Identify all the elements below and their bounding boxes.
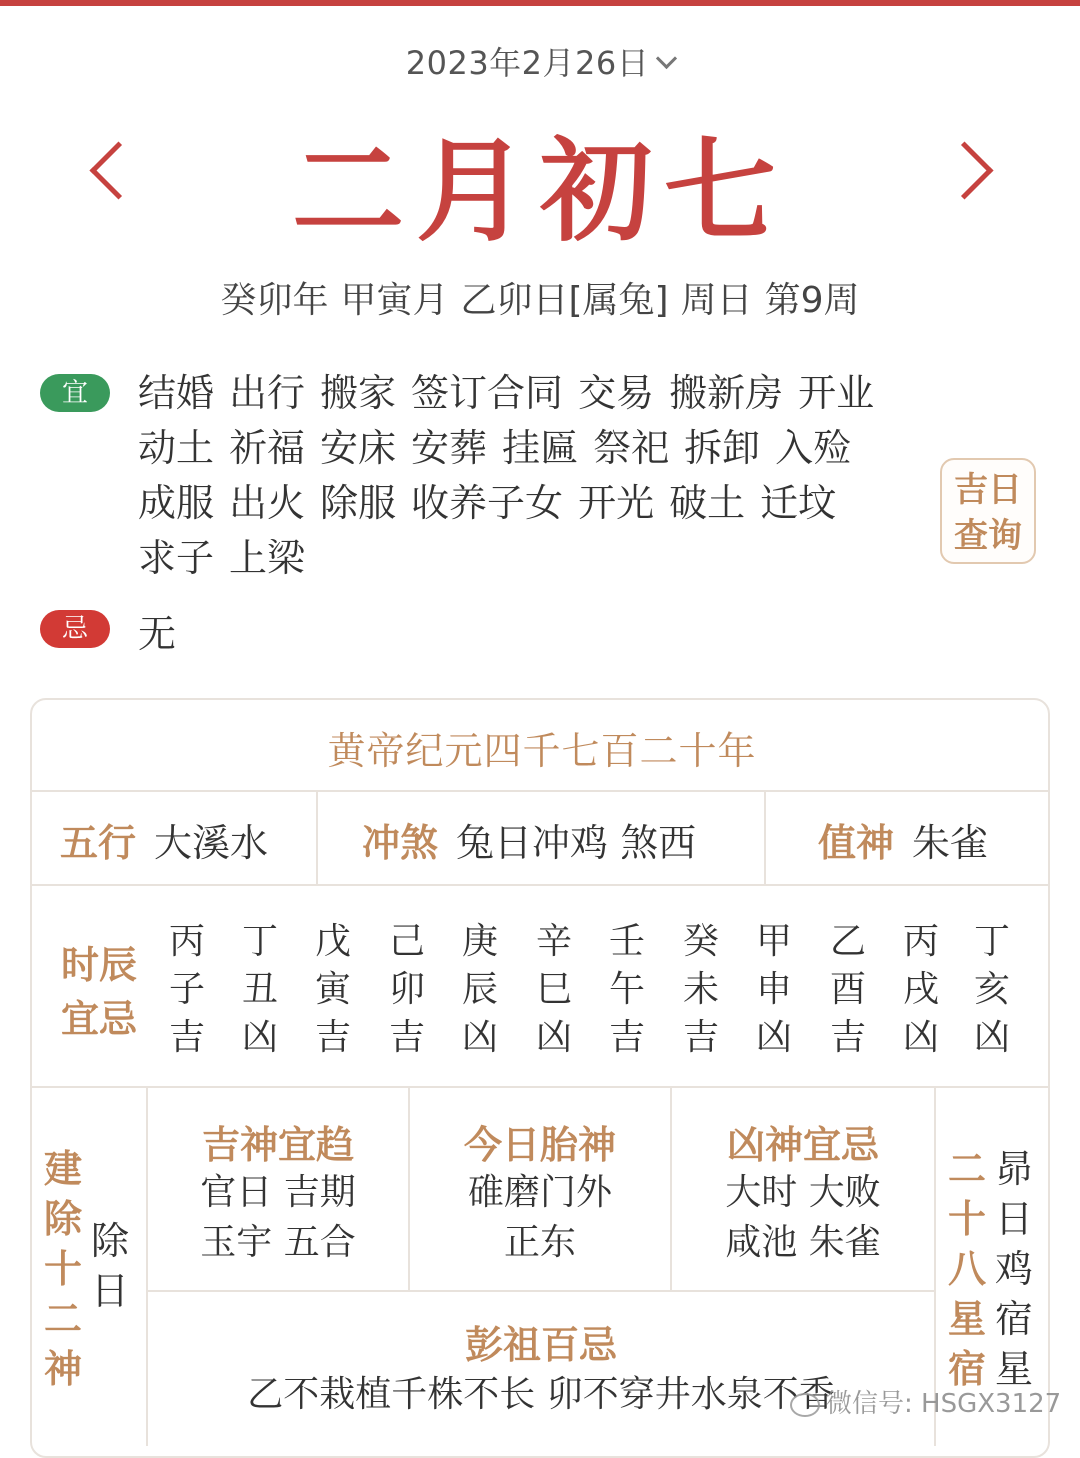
week-number: 第9周 [764, 280, 860, 321]
date-selector-label: 2023年2月26日 [405, 44, 650, 82]
shichen-branch: 巳 [535, 969, 572, 1010]
xingxiu-label: 二十八星宿 [947, 1147, 986, 1391]
chongsha-cell [362, 812, 696, 867]
shichen-column [749, 918, 799, 1062]
yi-item: 求子 [138, 536, 215, 580]
yi-item: 入殓 [775, 426, 852, 470]
yi-item: 破土 [669, 481, 746, 525]
xiongshen-title: 凶神宜忌 [726, 1123, 879, 1167]
wuxing-cell [60, 812, 268, 867]
date-selector[interactable] [0, 38, 1080, 84]
wuxing-label: 五行 [60, 821, 137, 865]
yi-item: 搬家 [320, 371, 397, 415]
shichen-luck: 吉 [314, 1017, 351, 1058]
yi-badge: 宜 [40, 374, 110, 412]
era-title: 黄帝纪元四千七百二十年 [327, 729, 757, 773]
yi-item: 结婚 [138, 371, 215, 415]
pengzu-title: 彭祖百忌 [464, 1323, 617, 1367]
yi-item: 搬新房 [669, 371, 784, 415]
wechat-icon [790, 1393, 820, 1417]
shichen-branch: 丑 [241, 969, 278, 1010]
shichen-column [529, 918, 579, 1062]
chongsha-label: 冲煞 [362, 821, 439, 865]
watermark-text: 微信号: HSGX3127 [826, 1389, 1062, 1419]
shichen-column [162, 918, 212, 1062]
yi-list [138, 366, 908, 586]
shichen-branch: 酉 [829, 969, 866, 1010]
taishen-body [410, 1168, 670, 1268]
jishen-body [148, 1168, 408, 1268]
shichen-branch: 午 [608, 969, 645, 1010]
shichen-luck: 凶 [973, 1017, 1010, 1058]
shichen-branch: 亥 [973, 969, 1010, 1010]
shichen-label-line2: 宜忌 [60, 997, 137, 1041]
zhishen-cell [818, 812, 988, 867]
jishen-title: 吉神宜趋 [201, 1123, 354, 1167]
taishen-line2: 正东 [503, 1222, 576, 1263]
shichen-stem: 丙 [902, 921, 939, 962]
zhishen-value: 朱雀 [912, 821, 989, 865]
shichen-branch: 辰 [461, 969, 498, 1010]
shichen-branch: 未 [682, 969, 719, 1010]
yi-item: 除服 [320, 481, 397, 525]
yi-item: 出火 [229, 481, 306, 525]
shichen-column [602, 918, 652, 1062]
watermark [790, 1383, 1061, 1420]
ganzhi-day: 乙卯日[属兔] [460, 280, 669, 321]
lunar-date-title: 二月初七 [292, 126, 788, 257]
shichen-luck: 凶 [461, 1017, 498, 1058]
shichen-luck: 凶 [902, 1017, 939, 1058]
shichen-stem: 庚 [461, 921, 498, 962]
shichen-branch: 子 [168, 969, 205, 1010]
yi-item: 挂匾 [502, 426, 579, 470]
shichen-stem: 丁 [973, 921, 1010, 962]
yi-item: 上梁 [229, 536, 306, 580]
shichen-branch: 寅 [314, 969, 351, 1010]
shichen-column [676, 918, 726, 1062]
chongsha-value: 兔日冲鸡 煞西 [456, 821, 697, 865]
yi-item: 安葬 [411, 426, 488, 470]
jiri-query-label-line1: 吉日 [954, 470, 1022, 510]
taishen-line1: 碓磨门外 [467, 1172, 612, 1213]
shichen-luck: 凶 [241, 1017, 278, 1058]
shichen-luck: 凶 [535, 1017, 572, 1058]
jiri-query-button[interactable] [940, 458, 1036, 564]
shichen-branch: 申 [755, 969, 792, 1010]
shichen-column [967, 918, 1017, 1062]
yi-item: 拆卸 [684, 426, 761, 470]
shichen-column [382, 918, 432, 1062]
shichen-column [896, 918, 946, 1062]
shichen-luck: 吉 [388, 1017, 425, 1058]
jishen-line1: 官日 吉期 [200, 1172, 356, 1213]
xiongshen-line2: 咸池 朱雀 [725, 1222, 881, 1263]
shichen-luck: 吉 [829, 1017, 866, 1058]
shichen-branch: 卯 [388, 969, 425, 1010]
yi-item: 出行 [229, 371, 306, 415]
zhishen-label: 值神 [818, 821, 895, 865]
shichen-branch: 戌 [902, 969, 939, 1010]
wuxing-value: 大溪水 [154, 821, 269, 865]
shichen-column [455, 918, 505, 1062]
top-accent-bar [0, 0, 1080, 6]
shichen-label [56, 938, 142, 1046]
shichen-stem: 癸 [682, 921, 719, 962]
jishen-line2: 玉宇 五合 [200, 1222, 356, 1263]
shichen-stem: 己 [388, 921, 425, 962]
chevron-down-icon [656, 48, 677, 69]
shichen-column [823, 918, 873, 1062]
shichen-column [308, 918, 358, 1062]
shichen-stem: 甲 [755, 921, 792, 962]
ganzhi-line [0, 272, 1080, 323]
yi-item: 收养子女 [411, 481, 564, 525]
shichen-stem: 壬 [608, 921, 645, 962]
shichen-label-line1: 时辰 [60, 943, 137, 987]
shichen-column [235, 918, 285, 1062]
weekday: 周日 [680, 280, 753, 321]
yi-item: 签订合同 [411, 371, 564, 415]
shichen-stem: 丙 [168, 921, 205, 962]
taishen-title: 今日胎神 [463, 1123, 616, 1167]
shichen-luck: 吉 [682, 1017, 719, 1058]
shichen-stem: 戊 [314, 921, 351, 962]
yi-item: 开业 [798, 371, 875, 415]
shichen-stem: 丁 [241, 921, 278, 962]
ji-text: 无 [138, 612, 177, 656]
yi-item: 动土 [138, 426, 215, 470]
xingxiu-value: 昴日鸡宿星 [994, 1147, 1033, 1391]
ganzhi-month: 甲寅月 [340, 280, 449, 321]
shichen-luck: 吉 [608, 1017, 645, 1058]
jianchu-label: 建除十二神 [43, 1147, 82, 1391]
pengzu-text: 乙不栽植千株不长 卯不穿井水泉不香 [247, 1374, 835, 1415]
ganzhi-year: 癸卯年 [220, 280, 329, 321]
shichen-luck: 凶 [755, 1017, 792, 1058]
yi-item: 开光 [578, 481, 655, 525]
yi-item: 交易 [578, 371, 655, 415]
yi-item: 迁坟 [760, 481, 837, 525]
xiongshen-body [672, 1168, 934, 1268]
jiri-query-label-line2: 查询 [954, 516, 1022, 556]
shichen-luck: 吉 [168, 1017, 205, 1058]
shichen-stem: 乙 [829, 921, 866, 962]
almanac-card [30, 698, 1050, 1458]
yi-item: 成服 [138, 481, 215, 525]
jianchu-value: 除日 [90, 1219, 129, 1313]
shichen-stem: 辛 [535, 921, 572, 962]
yi-item: 祈福 [229, 426, 306, 470]
ji-badge: 忌 [40, 610, 110, 648]
yi-item: 祭祀 [593, 426, 670, 470]
yi-item: 安床 [320, 426, 397, 470]
xiongshen-line1: 大时 大败 [725, 1172, 881, 1213]
